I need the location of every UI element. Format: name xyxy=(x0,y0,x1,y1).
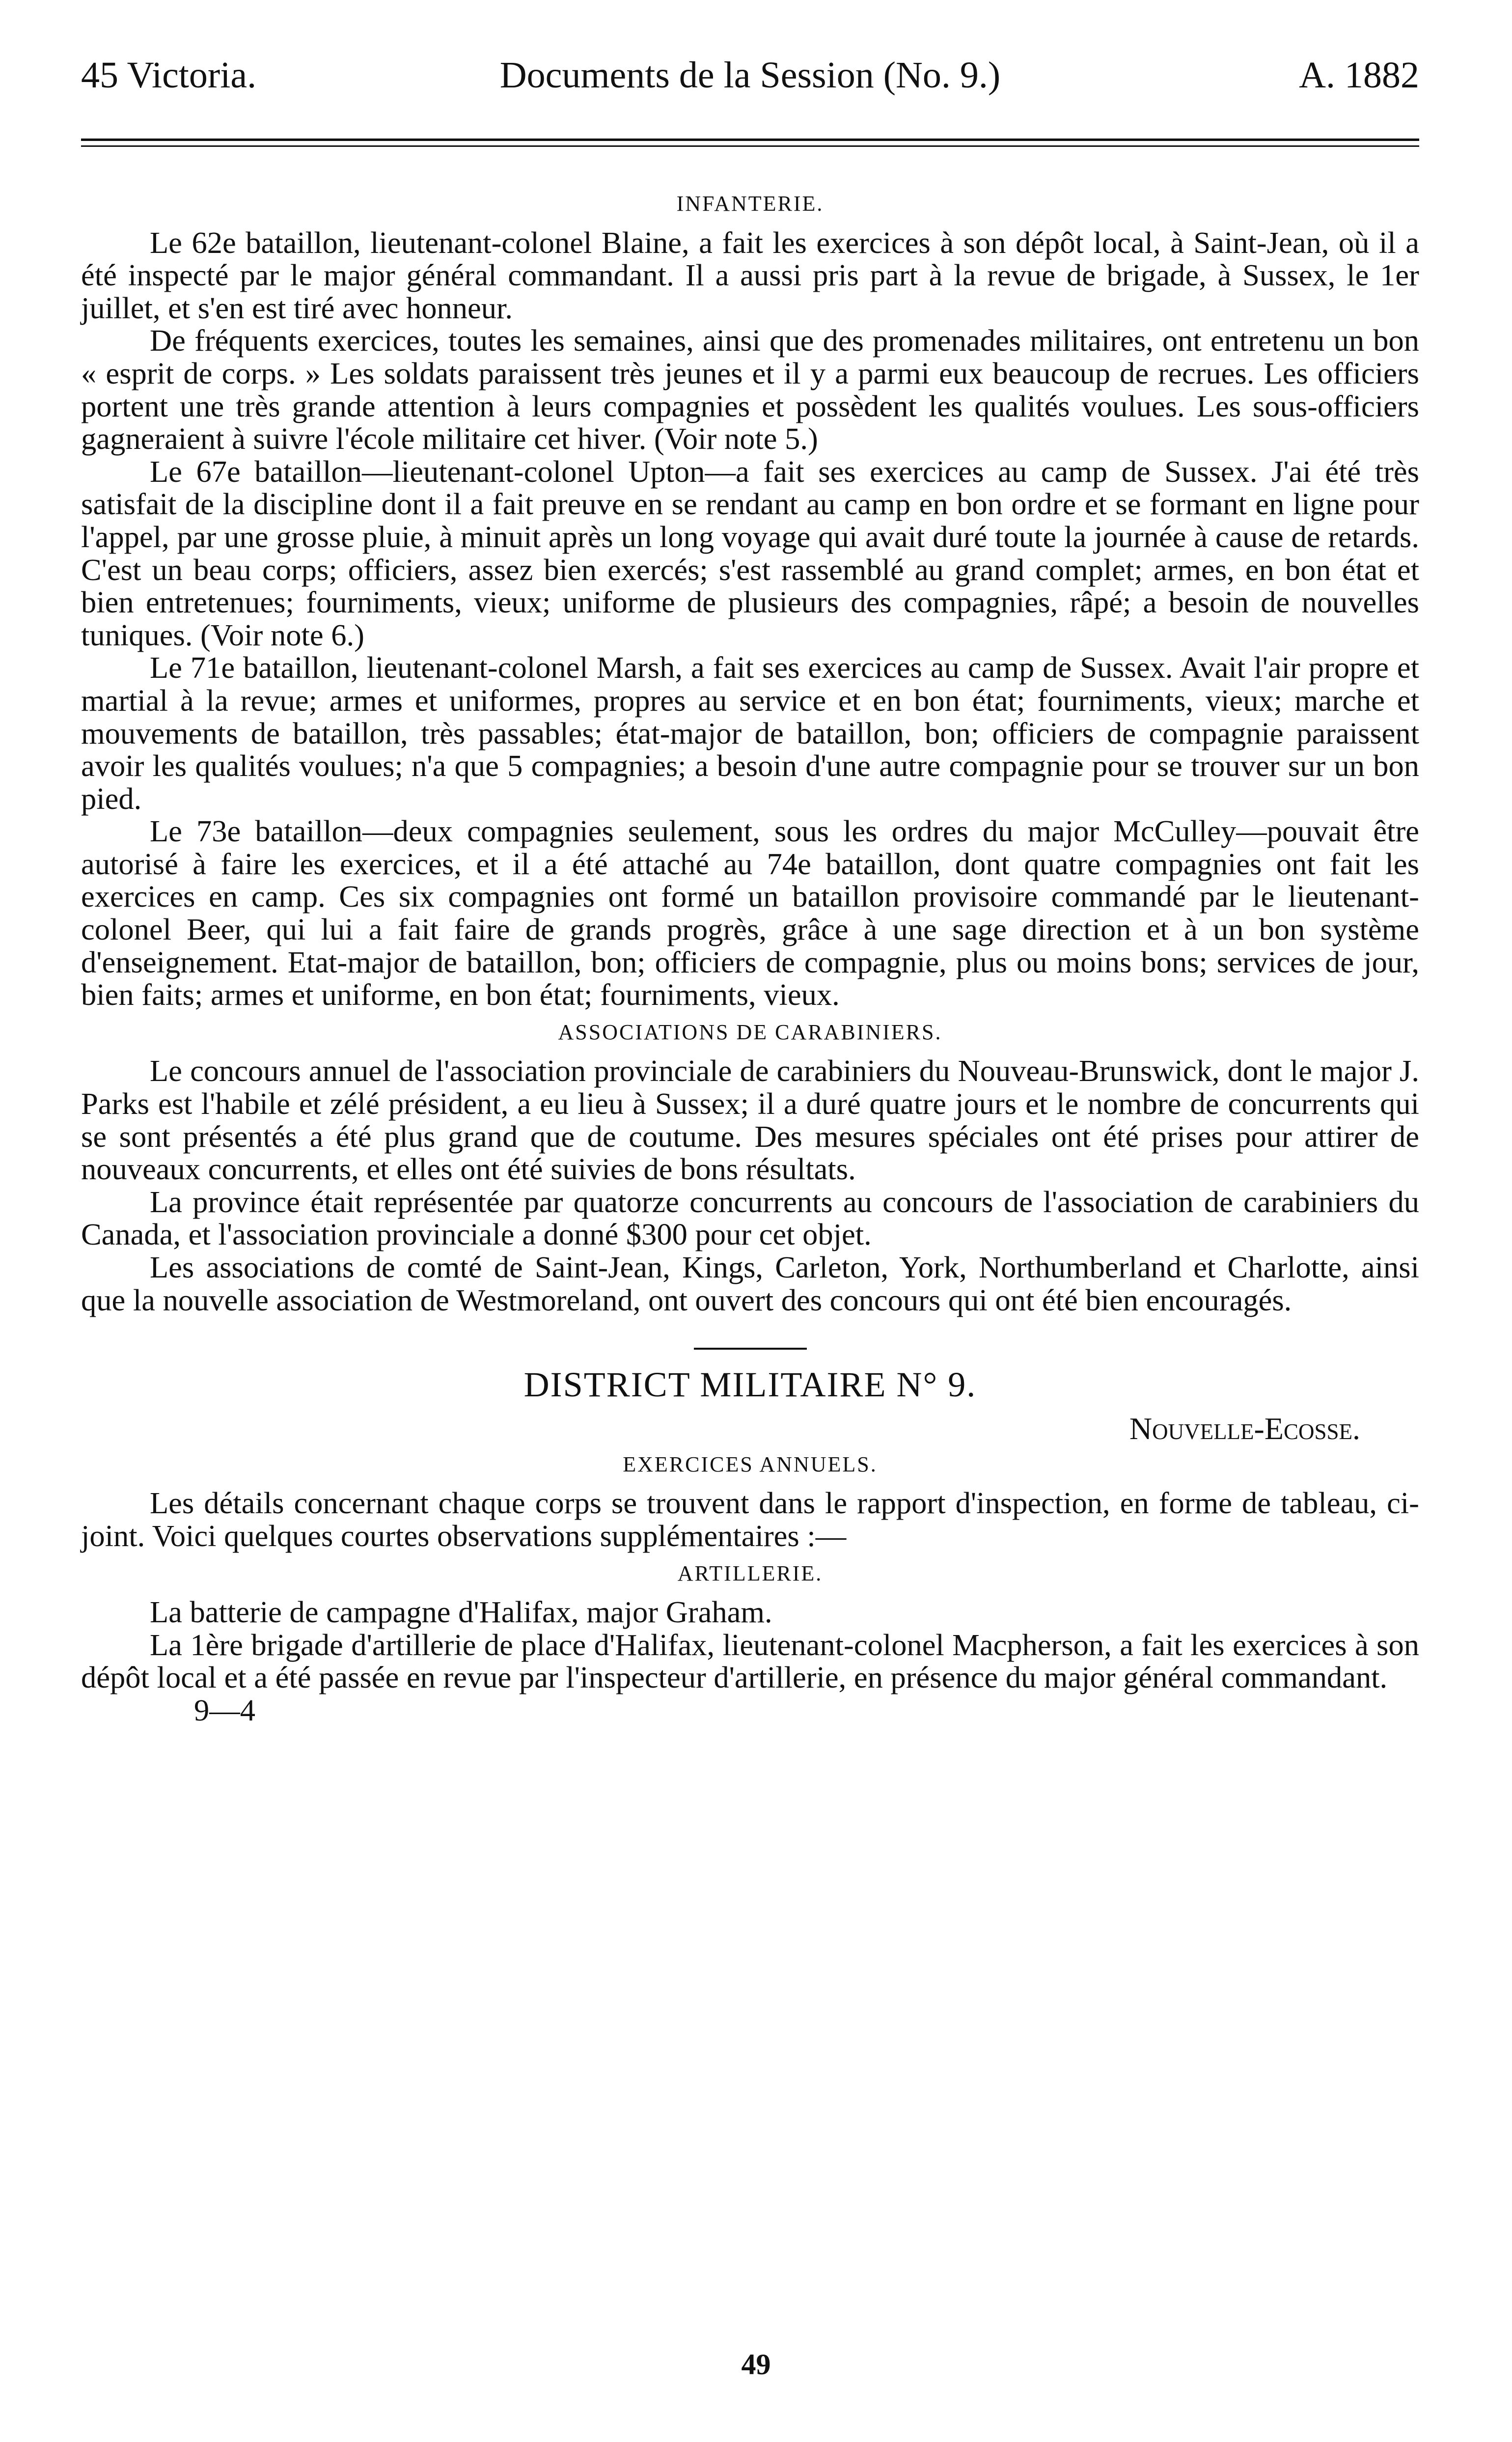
province-heading: Nouvelle-Ecosse. xyxy=(1129,1411,1360,1446)
associations-paragraph-3: Les associations de comté de Saint-Jean, Kings, Carleton, York, Northumberland et Charlotte, ainsi que la nouvelle association de Westmoreland, ont ouvert des concours qui ont été bien encouragés. xyxy=(81,1250,1419,1317)
header-rule-bottom xyxy=(81,145,1419,147)
associations-heading: ASSOCIATIONS DE CARABINIERS. xyxy=(558,1020,942,1044)
infanterie-paragraph-3: Le 67e bataillon—lieutenant-colonel Upton—a fait ses exercices au camp de Sussex. J'ai été très satisfait de la discipline dont il a fait preuve en se rendant au camp en bon ordre et se formant en ligne pour l'appel, par une grosse pluie, à minuit après un long voyage qui avait duré toute la journée à cause de retards. C'est un beau corps; officiers, assez bien exercés; s'est rassemblé au grand complet; armes, en bon état et bien entretenues; fourniments, vieux; uniforme de plusieurs des compagnies, râpé; a besoin de nouvelles tuniques. (Voir note 6.) xyxy=(81,454,1419,652)
infanterie-paragraph-1: Le 62e bataillon, lieutenant-colonel Blaine, a fait les exercices à son dépôt local, à Saint-Jean, où il a été inspecté par le major général commandant. Il a aussi pris part à la revue de brigade, à Sussex, le 1er juillet, et s'en est tiré avec honneur. xyxy=(81,225,1419,325)
associations-paragraph-1: Le concours annuel de l'association provinciale de carabiniers du Nouveau-Brunswick, dont le major J. Parks est l'habile et zélé président, a eu lieu à Sussex; il a duré quatre jours et le nombre de concurrents qui se sont présentés a été plus grand que de coutume. Des mesures spéciales ont été prises pour attirer de nouveaux concurrents, et elles ont été suivies de bons résultats. xyxy=(81,1054,1419,1187)
artillerie-line-1: La batterie de campagne d'Halifax, major Graham. xyxy=(150,1595,772,1630)
header-volume: 45 Victoria. xyxy=(81,55,257,96)
district-heading: DISTRICT MILITAIRE N° 9. xyxy=(523,1365,977,1405)
header-title: Documents de la Session (No. 9.) xyxy=(499,55,1001,96)
artillerie-paragraph: La 1ère brigade d'artillerie de place d'Halifax, lieutenant-colonel Macpherson, a fait les exercices à son dépôt local et a été passée en revue par l'inspecteur d'artillerie, en présence du major général commandant. xyxy=(81,1627,1419,1695)
page-header xyxy=(81,54,1419,96)
artillerie-heading: ARTILLERIE. xyxy=(677,1561,823,1585)
signature-mark: 9—4 xyxy=(194,1693,255,1727)
infanterie-paragraph-4: Le 71e bataillon, lieutenant-colonel Marsh, a fait ses exercices au camp de Sussex. Avait l'air propre et martial à la revue; armes et uniformes, propres au service et en bon état; fourniments, vieux; marche et mouvements de bataillon, très passables; état-major de bataillon, bon; officiers de compagnie paraissent avoir les qualités voulues; n'a que 5 compagnies; a besoin d'une autre compagnie pour se trouver sur un bon pied. xyxy=(81,650,1419,816)
infanterie-paragraph-5: Le 73e bataillon—deux compagnies seulement, sous les ordres du major McCulley—pouvait être autorisé à faire les exercices, et il a été attaché au 74e bataillon, dont quatre compagnies ont fait les exercices en camp. Ces six compagnies ont formé un bataillon provisoire commandé par le lieutenant-colonel Beer, qui lui a fait faire de grands progrès, grâce à une sage direction et à un bon système d'enseignement. Etat-major de bataillon, bon; officiers de compagnie, plus ou moins bons; services de jour, bien faits; armes et uniforme, en bon état; fourniments, vieux. xyxy=(81,814,1419,1012)
exercices-paragraph: Les détails concernant chaque corps se trouvent dans le rapport d'inspection, en forme de tableau, ci-joint. Voici quelques courtes observations supplémentaires :— xyxy=(81,1486,1419,1553)
page-number: 49 xyxy=(741,2348,771,2381)
associations-paragraph-2: La province était représentée par quatorze concurrents au concours de l'association de carabiniers du Canada, et l'association provinciale a donné $300 pour cet objet. xyxy=(81,1184,1419,1252)
section-divider xyxy=(694,1348,807,1350)
header-rule-top xyxy=(81,139,1419,141)
infanterie-heading: INFANTERIE. xyxy=(676,192,824,216)
exercices-heading: EXERCICES ANNUELS. xyxy=(623,1452,878,1476)
body-text xyxy=(81,183,1419,1727)
infanterie-paragraph-2: De fréquents exercices, toutes les semaines, ainsi que des promenades militaires, ont entretenu un bon « esprit de corps. » Les soldats paraissent très jeunes et il y a parmi eux beaucoup de recrues. Les officiers portent une très grande attention à leurs compagnies et possèdent les qualités voulues. Les sous-officiers gagneraient à suivre l'école militaire cet hiver. (Voir note 5.) xyxy=(81,323,1419,456)
header-year: A. 1882 xyxy=(1299,55,1419,96)
